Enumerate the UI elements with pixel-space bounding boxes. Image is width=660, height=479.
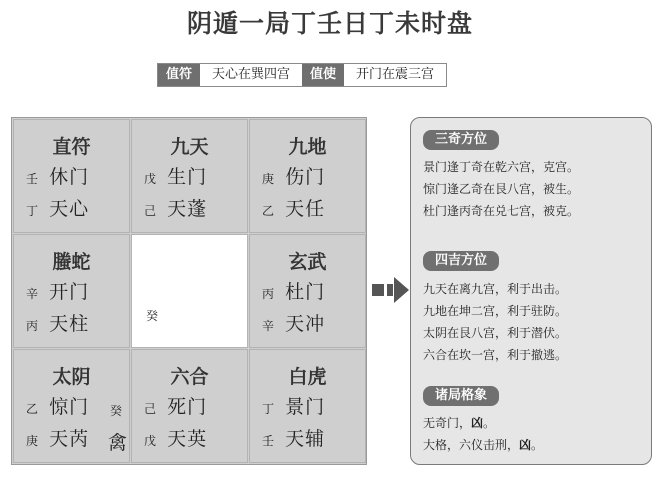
star-row (262, 311, 325, 337)
deity-label: 九地 (288, 136, 327, 158)
palace-qian (249, 349, 366, 463)
center-stem: 癸 (146, 309, 159, 323)
star-label: 天柱 (49, 313, 90, 335)
star-row (144, 196, 207, 222)
deity-label: 太阴 (52, 366, 91, 388)
deity-label: 六合 (170, 366, 209, 388)
extra-stem: 癸 (110, 404, 123, 418)
star-row (26, 426, 89, 452)
analysis-panel (410, 117, 652, 465)
chart-title: 阴遁一局丁壬日丁未时盘 (186, 9, 473, 38)
door-label: 景门 (285, 396, 326, 418)
star-row (262, 426, 325, 452)
door-row (26, 279, 89, 305)
palace-kan (131, 349, 248, 463)
star-label: 天任 (285, 198, 326, 220)
siji-line: 太阴在艮八宫，利于潜伏。 (423, 326, 568, 340)
heaven-stem: 丙 (262, 287, 275, 301)
earth-stem: 己 (144, 204, 157, 218)
earth-stem: 庚 (26, 434, 39, 448)
palace-dui (249, 234, 366, 348)
star-row (262, 196, 325, 222)
door-label: 惊门 (49, 396, 90, 418)
geju-punct: 。 (531, 438, 544, 452)
earth-stem: 辛 (262, 319, 275, 333)
door-label: 死门 (167, 396, 208, 418)
palace-grid (11, 117, 367, 465)
door-row (144, 164, 207, 190)
earth-stem: 乙 (262, 204, 275, 218)
section-header-siji: 四吉方位 (423, 251, 499, 271)
palace-center (131, 234, 248, 348)
door-label: 杜门 (285, 281, 326, 303)
section-header-geju: 诸局格象 (423, 386, 499, 406)
star-label: 天冲 (285, 313, 326, 335)
geju-punct: 。 (483, 416, 496, 430)
door-row (262, 164, 325, 190)
deity-label: 螣蛇 (52, 251, 91, 273)
star-label: 天心 (49, 198, 90, 220)
geju-line (423, 412, 495, 434)
geju-text: 无奇门， (423, 416, 472, 430)
star-row (26, 311, 89, 337)
earth-stem: 丙 (26, 319, 39, 333)
door-row (26, 164, 89, 190)
deity-label: 直符 (52, 136, 91, 158)
sanqi-line: 惊门逢乙奇在艮八宫，被生。 (423, 182, 580, 196)
earth-stem: 丁 (26, 204, 39, 218)
door-row (262, 394, 325, 420)
verdict-text: 凶 (519, 438, 532, 452)
zhifu-label: 值符 (158, 64, 200, 86)
siji-line: 六合在坎一宫，利于撤逃。 (423, 348, 568, 362)
earth-stem: 壬 (262, 434, 275, 448)
sanqi-line: 杜门逢丙奇在兑七宫，被克。 (423, 204, 580, 218)
zhishi-label: 值使 (302, 64, 344, 86)
palace-gen (13, 349, 130, 463)
heaven-stem: 庚 (262, 172, 275, 186)
siji-line: 九天在离九宫，利于出击。 (423, 282, 568, 296)
deity-label: 白虎 (288, 366, 327, 388)
arrow-right-icon (372, 275, 410, 305)
palace-li (131, 119, 248, 233)
star-label: 天芮 (49, 428, 90, 450)
deity-label: 玄武 (288, 251, 327, 273)
star-row (26, 196, 89, 222)
info-bar (157, 63, 447, 87)
zhishi-value: 开门在震三宫 (344, 64, 446, 86)
door-label: 休门 (49, 166, 90, 188)
star-row (144, 426, 207, 452)
deity-label: 九天 (170, 136, 209, 158)
heaven-stem: 辛 (26, 287, 39, 301)
geju-text: 大格，六仪击刑， (423, 438, 520, 452)
verdict-text: 凶 (471, 416, 484, 430)
star-label: 天辅 (285, 428, 326, 450)
palace-zhen (13, 234, 130, 348)
heaven-stem: 丁 (262, 402, 275, 416)
star-label: 天蓬 (167, 198, 208, 220)
heaven-stem: 己 (144, 402, 157, 416)
section-header-sanqi: 三奇方位 (423, 130, 499, 150)
heaven-stem: 戊 (144, 172, 157, 186)
zhifu-value: 天心在巽四宫 (200, 64, 302, 86)
star-label: 天英 (167, 428, 208, 450)
heaven-stem: 乙 (26, 402, 39, 416)
earth-stem: 戊 (144, 434, 157, 448)
palace-xun (13, 119, 130, 233)
door-row (26, 394, 89, 420)
door-label: 生门 (167, 166, 208, 188)
extra-star: 禽 (108, 432, 128, 454)
door-label: 伤门 (285, 166, 326, 188)
palace-kun (249, 119, 366, 233)
geju-line (423, 434, 543, 456)
heaven-stem: 壬 (26, 172, 39, 186)
sanqi-line: 景门逢丁奇在乾六宫，克宫。 (423, 160, 580, 174)
door-row (144, 394, 207, 420)
siji-line: 九地在坤二宫，利于驻防。 (423, 304, 568, 318)
door-label: 开门 (49, 281, 90, 303)
door-row (262, 279, 325, 305)
